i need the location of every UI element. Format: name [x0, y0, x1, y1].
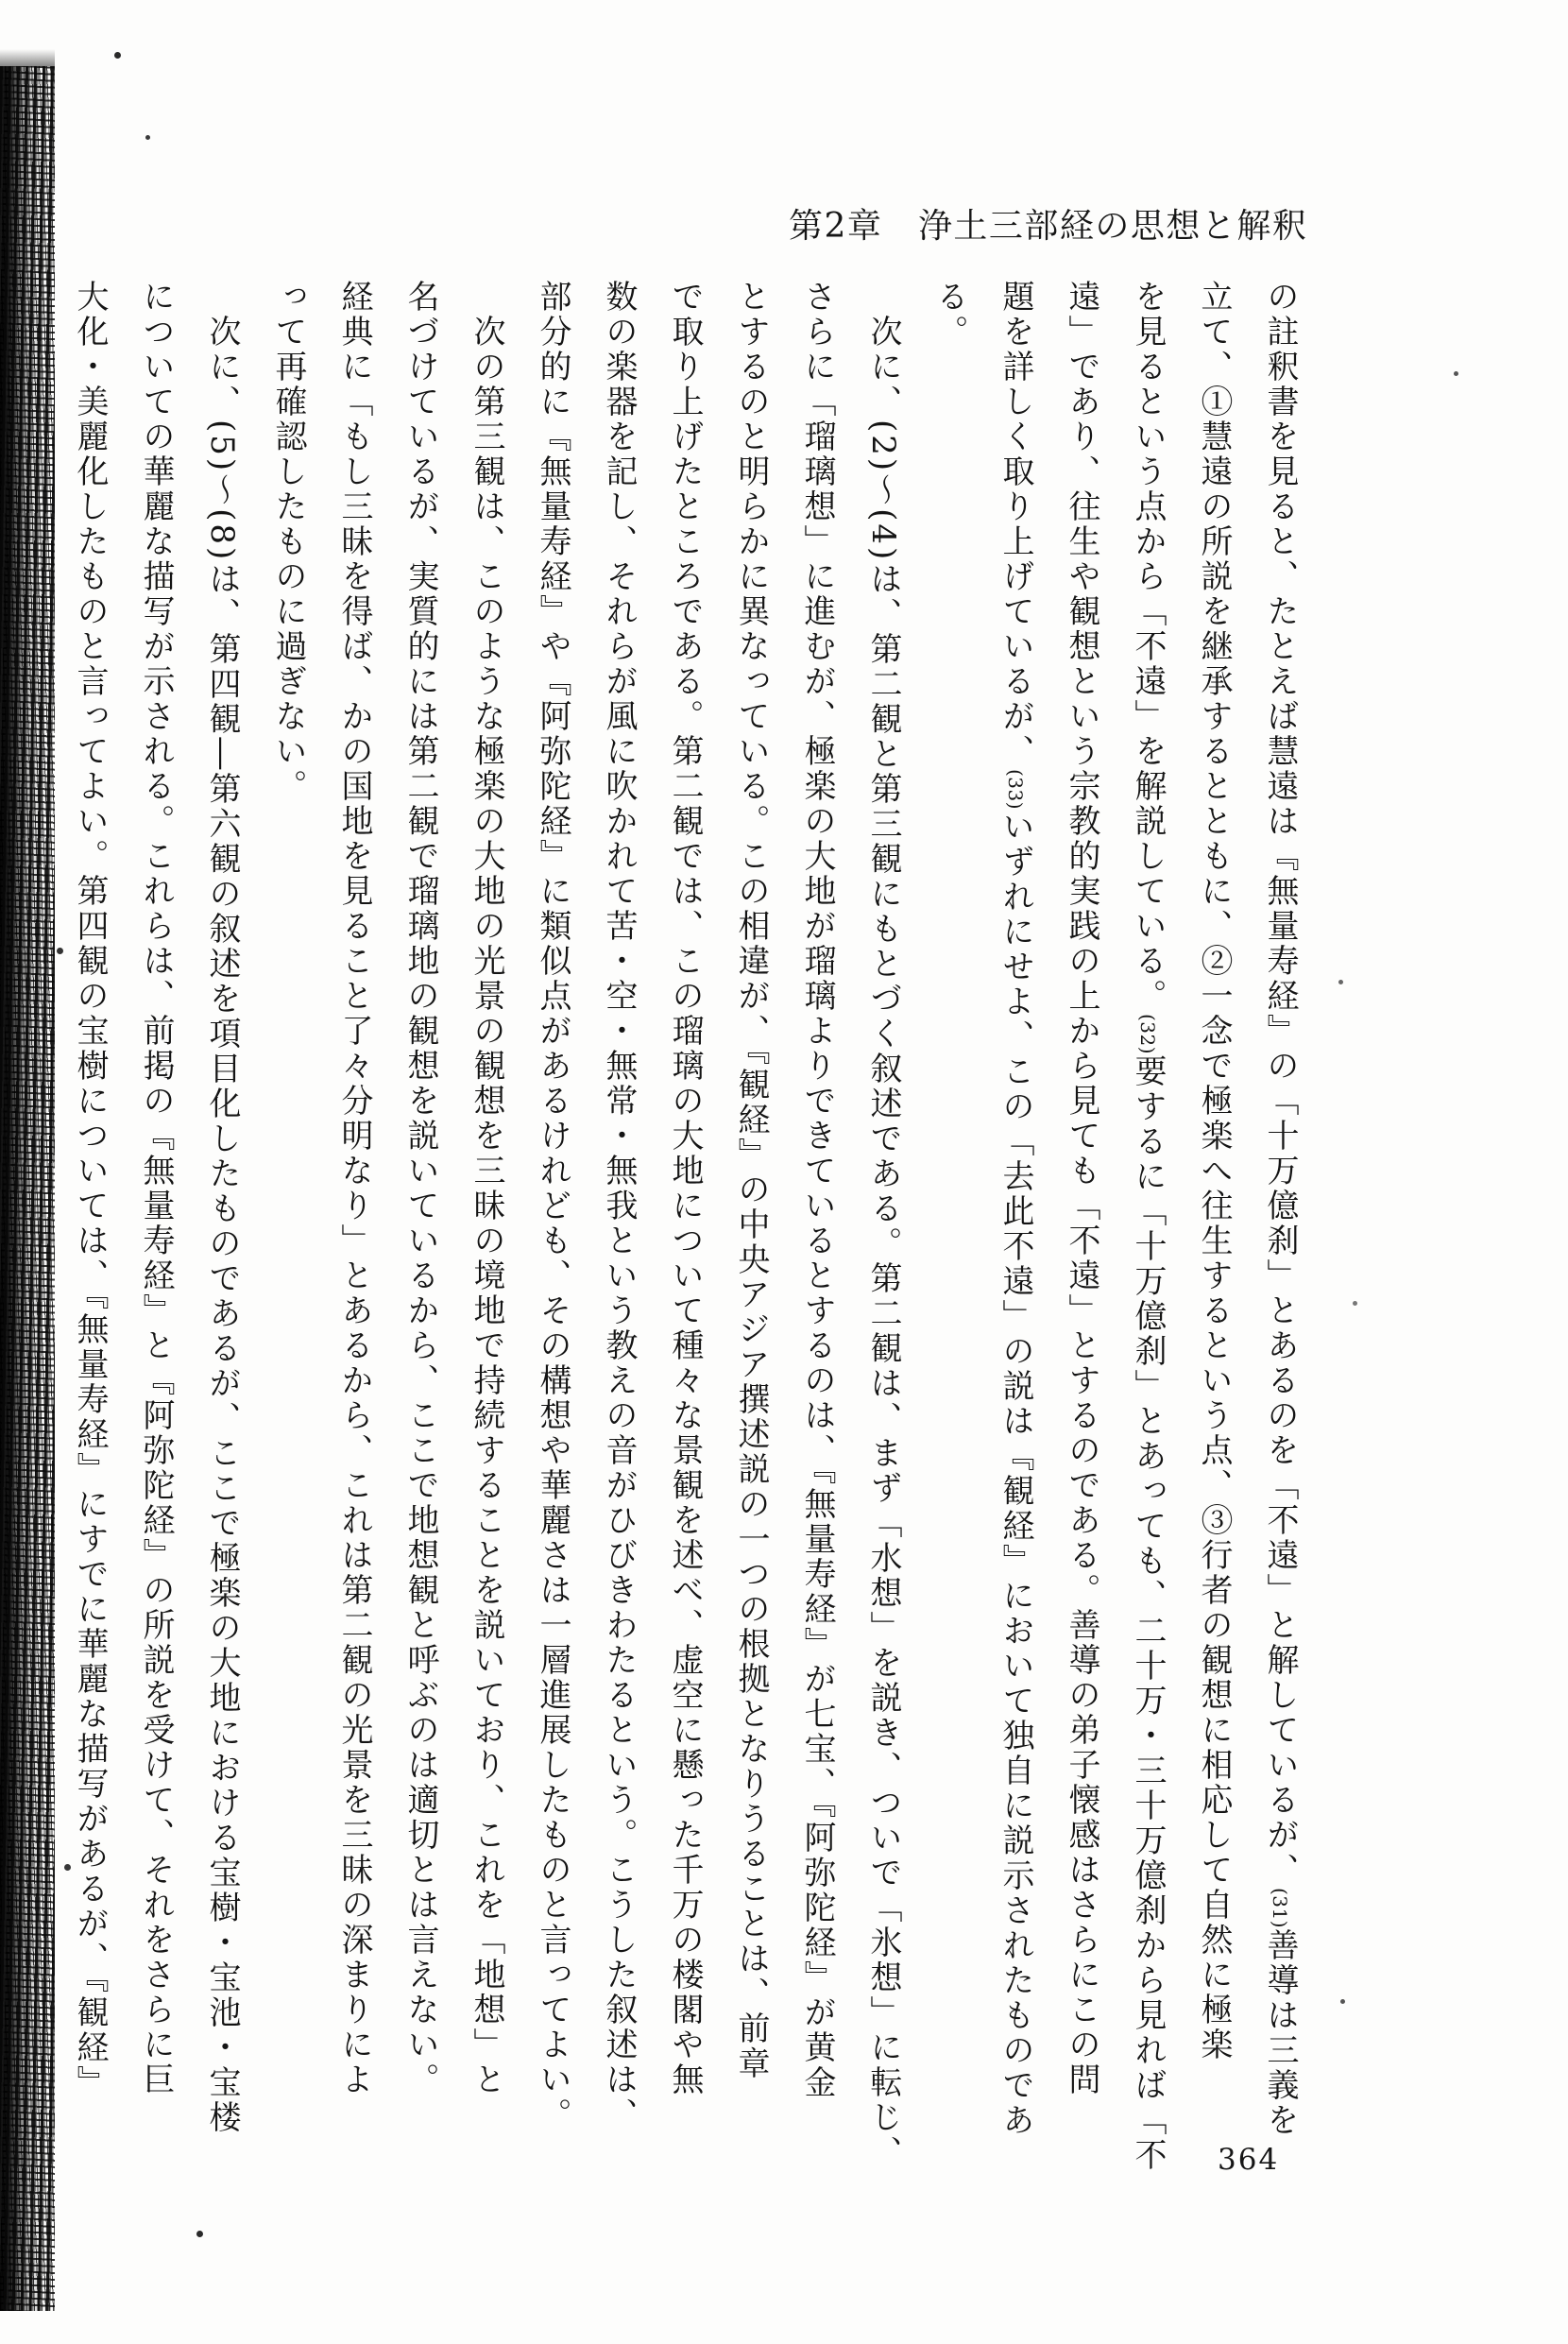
dust-specks — [0, 0, 3, 3]
text-column: 次の第三観は、このような極楽の大地の光景の観想を三昧の境地で持続することを説いており、これを「地想」と — [468, 280, 505, 2097]
text-column: 大化・美麗化したものと言ってよい。第四観の宝樹については、『無量寿経』にすでに華麗な描写があるが、『観経』 — [71, 280, 109, 2100]
running-header: 第2章 浄土三部経の思想と解釈 — [789, 207, 1308, 246]
footnote-marker: (31) — [1269, 1888, 1291, 1929]
page-number: 364 — [1218, 2143, 1280, 2177]
footnote-marker: (32) — [1136, 1014, 1159, 1055]
text-column: 題を詳しく取り上げているが、(33)いずれにせよ、この「去此不遠」の説は『観経』において独自に説示されたものであ — [997, 280, 1034, 2139]
text-column: 部分的に『無量寿経』や『阿弥陀経』に類似点があるけれども、その構想や華麗さは一層進展したものと言ってよい。 — [534, 280, 571, 2132]
text-column: を見るという点から「不遠」を解説している。(32)要するに「十万億刹」とあっても、二十万・三十万億刹から見れば「不 — [1129, 280, 1167, 2174]
text-column: についての華麗な描写が示される。これらは、前掲の『無量寿経』と『阿弥陀経』の所説を受けて、それをさらに巨 — [137, 280, 175, 2097]
text-column: さらに「瑠璃想」に進むが、極楽の大地が瑠璃よりできているとするのは、『無量寿経』が七宝、『阿弥陀経』が黄金 — [798, 280, 836, 2100]
text-column: の註釈書を見ると、たとえば慧遠は『無量寿経』の「十万億刹」とあるのを「不遠」と解しているが、(31)善導は三義を — [1261, 280, 1299, 2139]
text-column: 遠」であり、往生や観想という宗教的実践の上から見ても「不遠」とするのである。善導の弟子懐感はさらにこの問 — [1063, 280, 1100, 2097]
text-column: って再確認したものに過ぎない。 — [269, 280, 307, 804]
text-column: 次に、(2)〜(4)は、第二観と第三観にもとづく叙述である。第二観は、まず「水想」を説き、ついで「氷想」に転じ、 — [864, 280, 902, 2171]
text-column: 次に、(5)〜(8)は、第四観―第六観の叙述を項目化したものであるが、ここで極楽の大地における宝樹・宝池・宝楼 — [203, 280, 241, 2136]
footnote-marker: (33) — [1004, 769, 1027, 811]
scan-edge-noise — [0, 66, 55, 2311]
text-column: 名づけているが、実質的には第二観で瑠璃地の観想を説いているから、ここで地想観と呼ぶのは適切とは言えない。 — [401, 280, 439, 2097]
text-column: 数の楽器を記し、それらが風に吹かれて苦・空・無常・無我という教えの音がひびきわたるという。こうした叙述は、 — [600, 280, 638, 2132]
text-column: で取り上げたところである。第二観では、この瑠璃の大地について種々な景観を述べ、虚空に懸った千万の楼閣や無 — [666, 280, 704, 2097]
text-column: る。 — [930, 280, 968, 350]
text-column: 経典に「もし三昧を得ば、かの国地を見ること了々分明なり」とあるから、これは第二観の光景を三昧の深まりによ — [335, 280, 373, 2097]
text-column: 立て、①慧遠の所説を継承するとともに、②一念で極楽へ往生するという点、③行者の観想に相応して自然に極楽 — [1195, 280, 1233, 2062]
text-column: とするのと明らかに異なっている。この相違が、『観経』の中央アジア撰述説の一つの根拠となりうることは、前章 — [732, 280, 770, 2081]
